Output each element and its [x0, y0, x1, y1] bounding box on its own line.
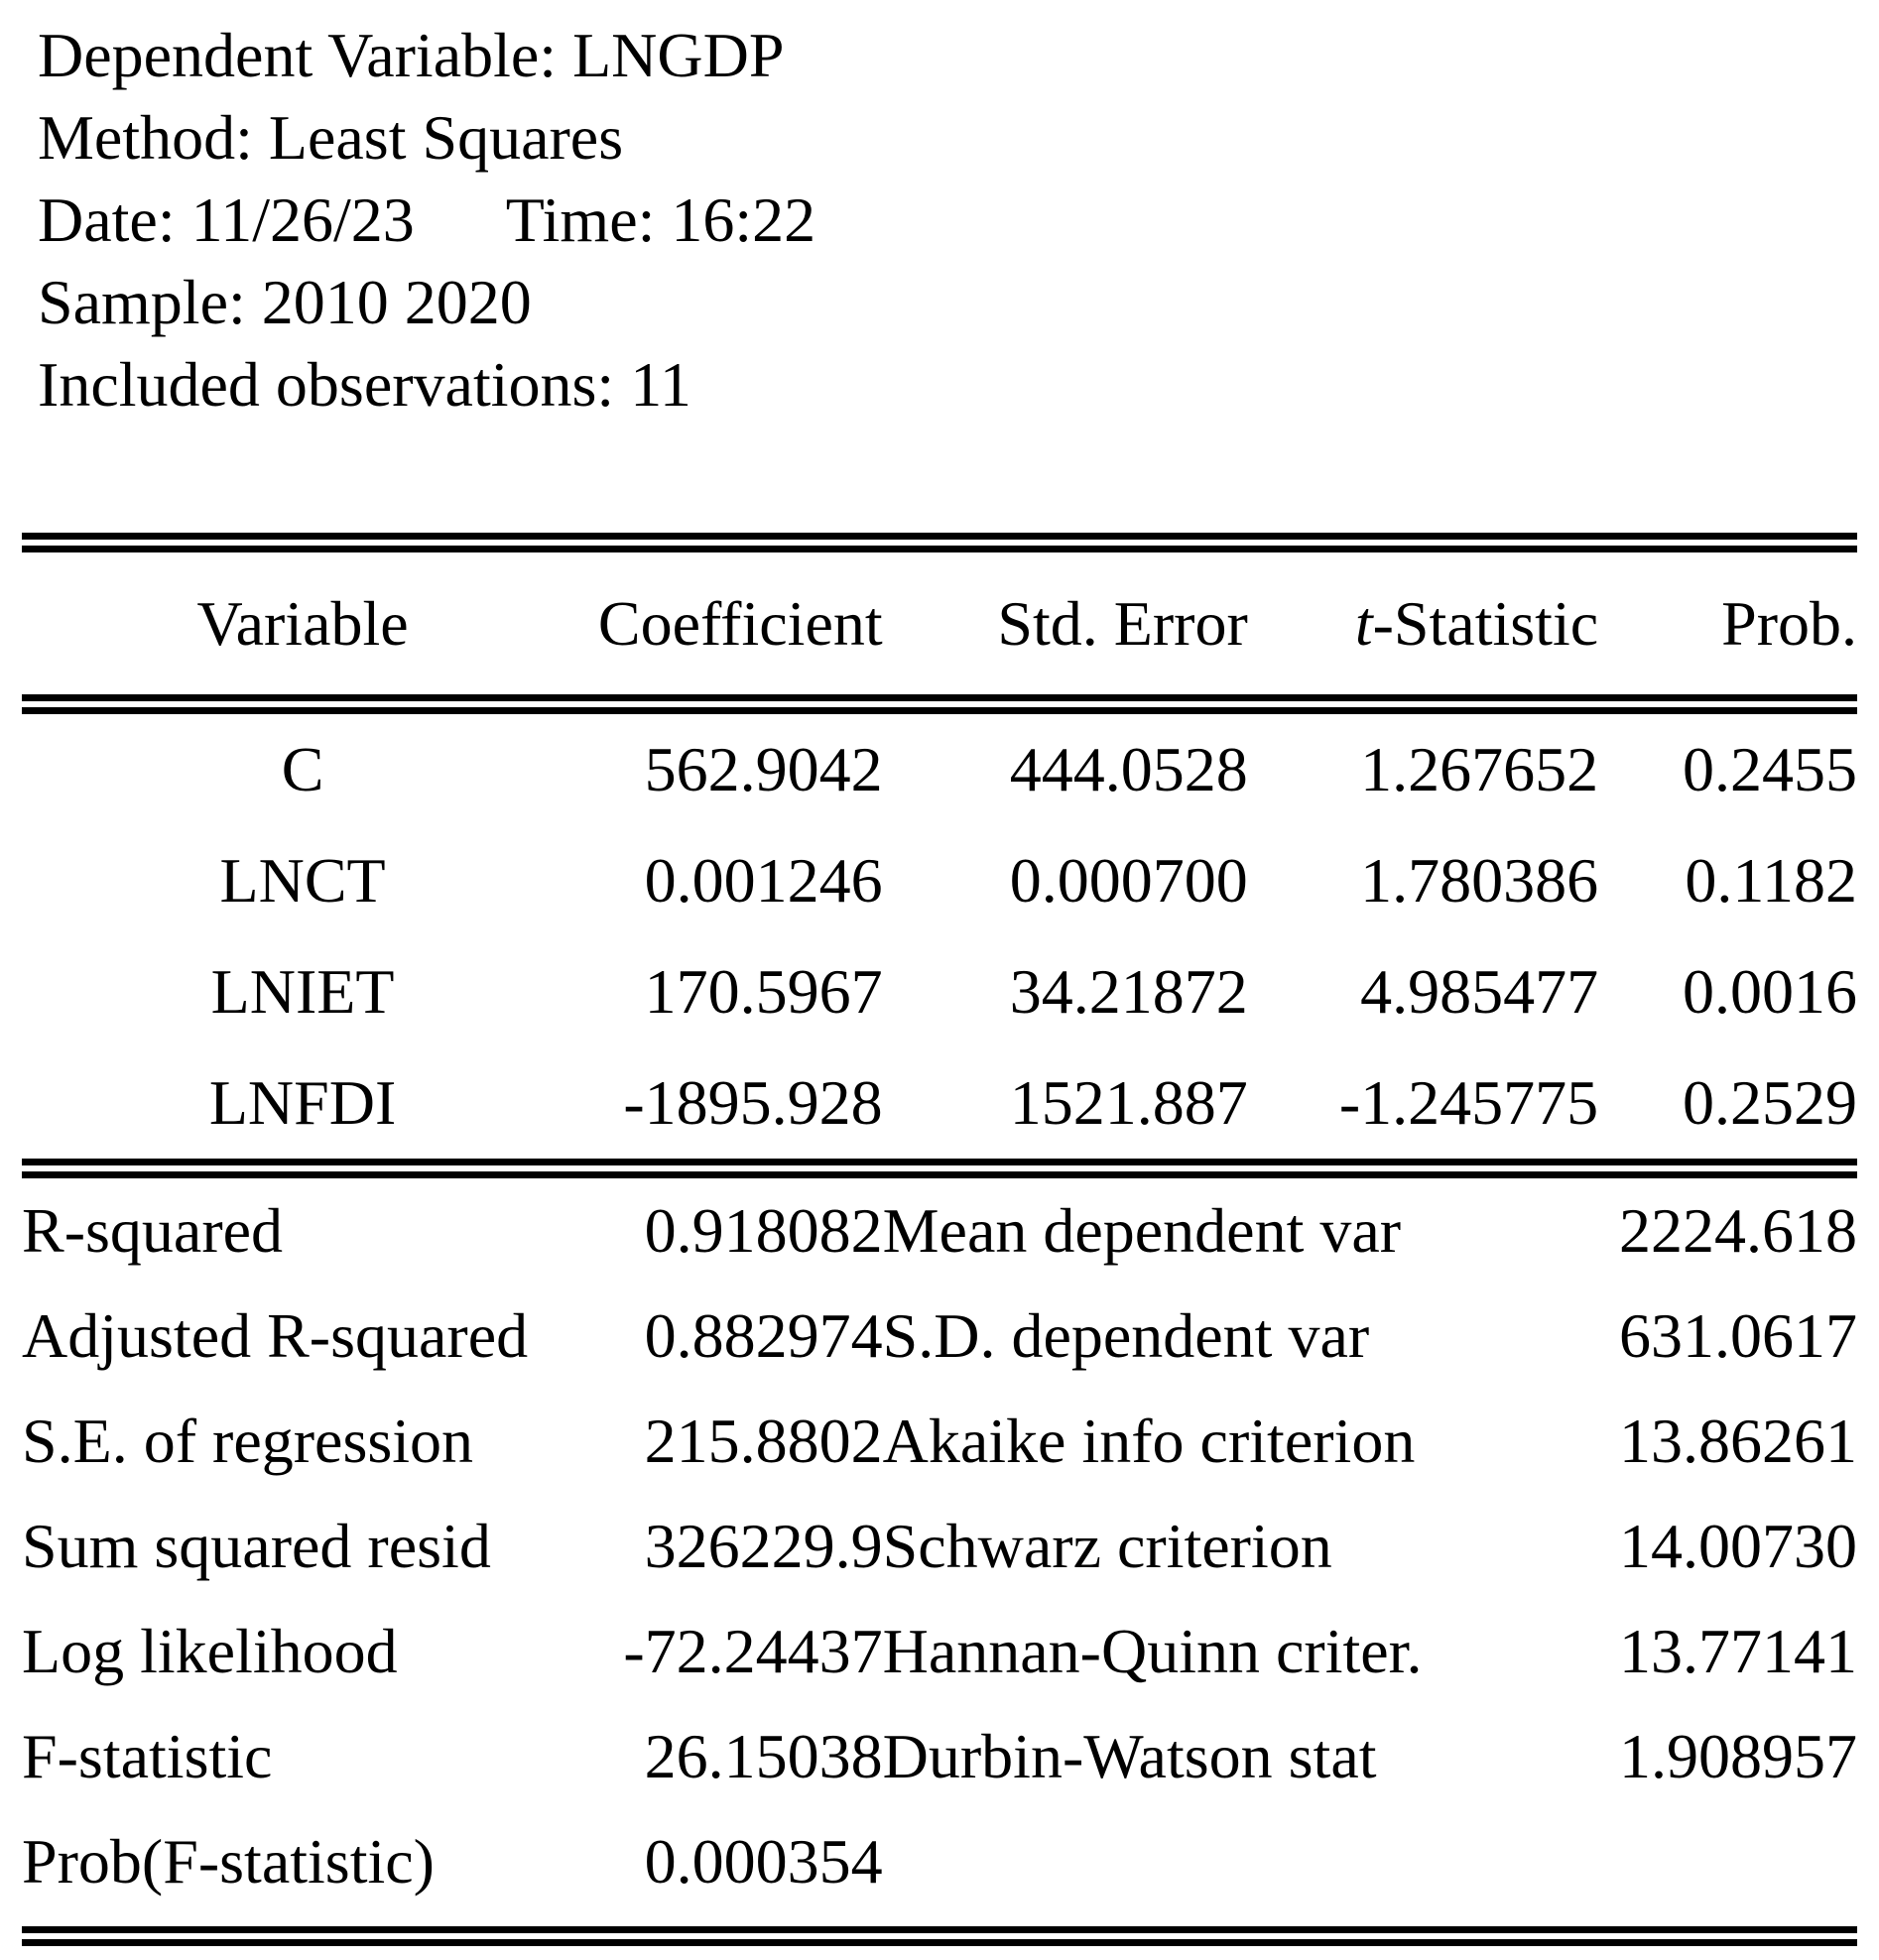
- date-time-line: [22, 179, 1857, 261]
- coefficient-cell: -1895.928: [623, 1067, 883, 1138]
- summary-value: -72.24437: [623, 1616, 883, 1686]
- observations-line: Included observations: 11: [38, 349, 691, 420]
- summary-label: Akaike info criterion: [882, 1406, 1416, 1476]
- coefficient-cell: 562.9042: [644, 734, 883, 804]
- variable-cell: LNCT: [219, 845, 386, 916]
- dependent-variable-line: Dependent Variable: LNGDP: [38, 20, 785, 90]
- summary-label: Schwarz criterion: [882, 1511, 1332, 1581]
- coef-table-header: [22, 552, 1857, 694]
- summary-value: 0.000354: [644, 1826, 883, 1897]
- std-error-cell: 1521.887: [1009, 1067, 1248, 1138]
- column-header-coefficient: Coefficient: [597, 587, 883, 659]
- summary-value: 26.15038: [644, 1721, 883, 1791]
- method-line: Method: Least Squares: [38, 102, 624, 173]
- summary-label: R-squared: [22, 1195, 284, 1266]
- prob-cell: 0.2529: [1683, 1067, 1857, 1138]
- summary-value: 13.86261: [1619, 1406, 1857, 1476]
- summary-label: Adjusted R-squared: [22, 1300, 529, 1371]
- std-error-cell: 0.000700: [1009, 845, 1248, 916]
- summary-label: Prob(F-statistic): [22, 1826, 435, 1897]
- summary-value: [1591, 1809, 1857, 1914]
- column-header-variable: Variable: [196, 587, 409, 659]
- table-row: [22, 714, 1857, 825]
- summary-row: [22, 1704, 1857, 1809]
- summary-label: S.D. dependent var: [882, 1300, 1370, 1371]
- summary-value: 1.908957: [1619, 1721, 1857, 1791]
- coef-table: [22, 714, 1857, 1159]
- summary-value: 13.77141: [1619, 1616, 1857, 1686]
- column-header-prob: Prob.: [1721, 587, 1857, 659]
- summary-label: Hannan-Quinn criter.: [882, 1616, 1423, 1686]
- sample-line: Sample: 2010 2020: [38, 267, 532, 337]
- column-header-t-statistic: t-Statistic: [1354, 587, 1599, 659]
- summary-label: Sum squared resid: [22, 1511, 491, 1581]
- summary-value: 326229.9: [644, 1511, 883, 1581]
- summary-label: Mean dependent var: [882, 1195, 1402, 1266]
- column-header-std-error: Std. Error: [997, 587, 1248, 659]
- column-header-row: [22, 552, 1857, 694]
- table-row: [22, 825, 1857, 936]
- summary-label: Log likelihood: [22, 1616, 398, 1686]
- summary-table: [22, 1178, 1857, 1914]
- summary-row: [22, 1178, 1857, 1284]
- summary-row: [22, 1599, 1857, 1704]
- std-error-cell: 444.0528: [1009, 734, 1248, 804]
- summary-row: [22, 1389, 1857, 1494]
- t-statistic-cell: -1.245775: [1338, 1067, 1599, 1138]
- coefficient-cell: 0.001246: [644, 845, 883, 916]
- coefficient-cell: 170.5967: [644, 956, 883, 1027]
- prob-cell: 0.0016: [1683, 956, 1857, 1027]
- variable-cell: LNIET: [210, 956, 395, 1027]
- summary-label: S.E. of regression: [22, 1406, 474, 1476]
- variable-cell: C: [281, 734, 324, 804]
- date-label: Date: 11/26/23: [38, 184, 415, 255]
- prob-cell: 0.2455: [1683, 734, 1857, 804]
- t-statistic-cell: 4.985477: [1360, 956, 1599, 1027]
- summary-label: Durbin-Watson stat: [882, 1721, 1377, 1791]
- summary-value: 0.918082: [644, 1195, 883, 1266]
- double-rule-bottom: [22, 1926, 1857, 1946]
- std-error-cell: 34.21872: [1009, 956, 1248, 1027]
- summary-row: [22, 1494, 1857, 1599]
- variable-cell: LNFDI: [208, 1067, 397, 1138]
- summary-value: 0.882974: [644, 1300, 883, 1371]
- summary-value: 215.8802: [644, 1406, 883, 1476]
- summary-row: [22, 1284, 1857, 1389]
- table-row: [22, 1047, 1857, 1159]
- regression-header: [22, 10, 1857, 426]
- t-statistic-cell: 1.780386: [1360, 845, 1599, 916]
- summary-value: 2224.618: [1619, 1195, 1857, 1266]
- summary-value: 631.0617: [1619, 1300, 1857, 1371]
- double-rule-mid: [22, 1159, 1857, 1178]
- double-rule-top: [22, 533, 1857, 552]
- t-statistic-cell: 1.267652: [1360, 734, 1599, 804]
- summary-value: 14.00730: [1619, 1511, 1857, 1581]
- summary-label: [883, 1809, 1591, 1914]
- summary-row: [22, 1809, 1857, 1914]
- double-rule-below-header: [22, 694, 1857, 714]
- summary-label: F-statistic: [22, 1721, 273, 1791]
- prob-cell: 0.1182: [1685, 845, 1857, 916]
- table-row: [22, 936, 1857, 1047]
- time-label: Time: 16:22: [505, 184, 816, 255]
